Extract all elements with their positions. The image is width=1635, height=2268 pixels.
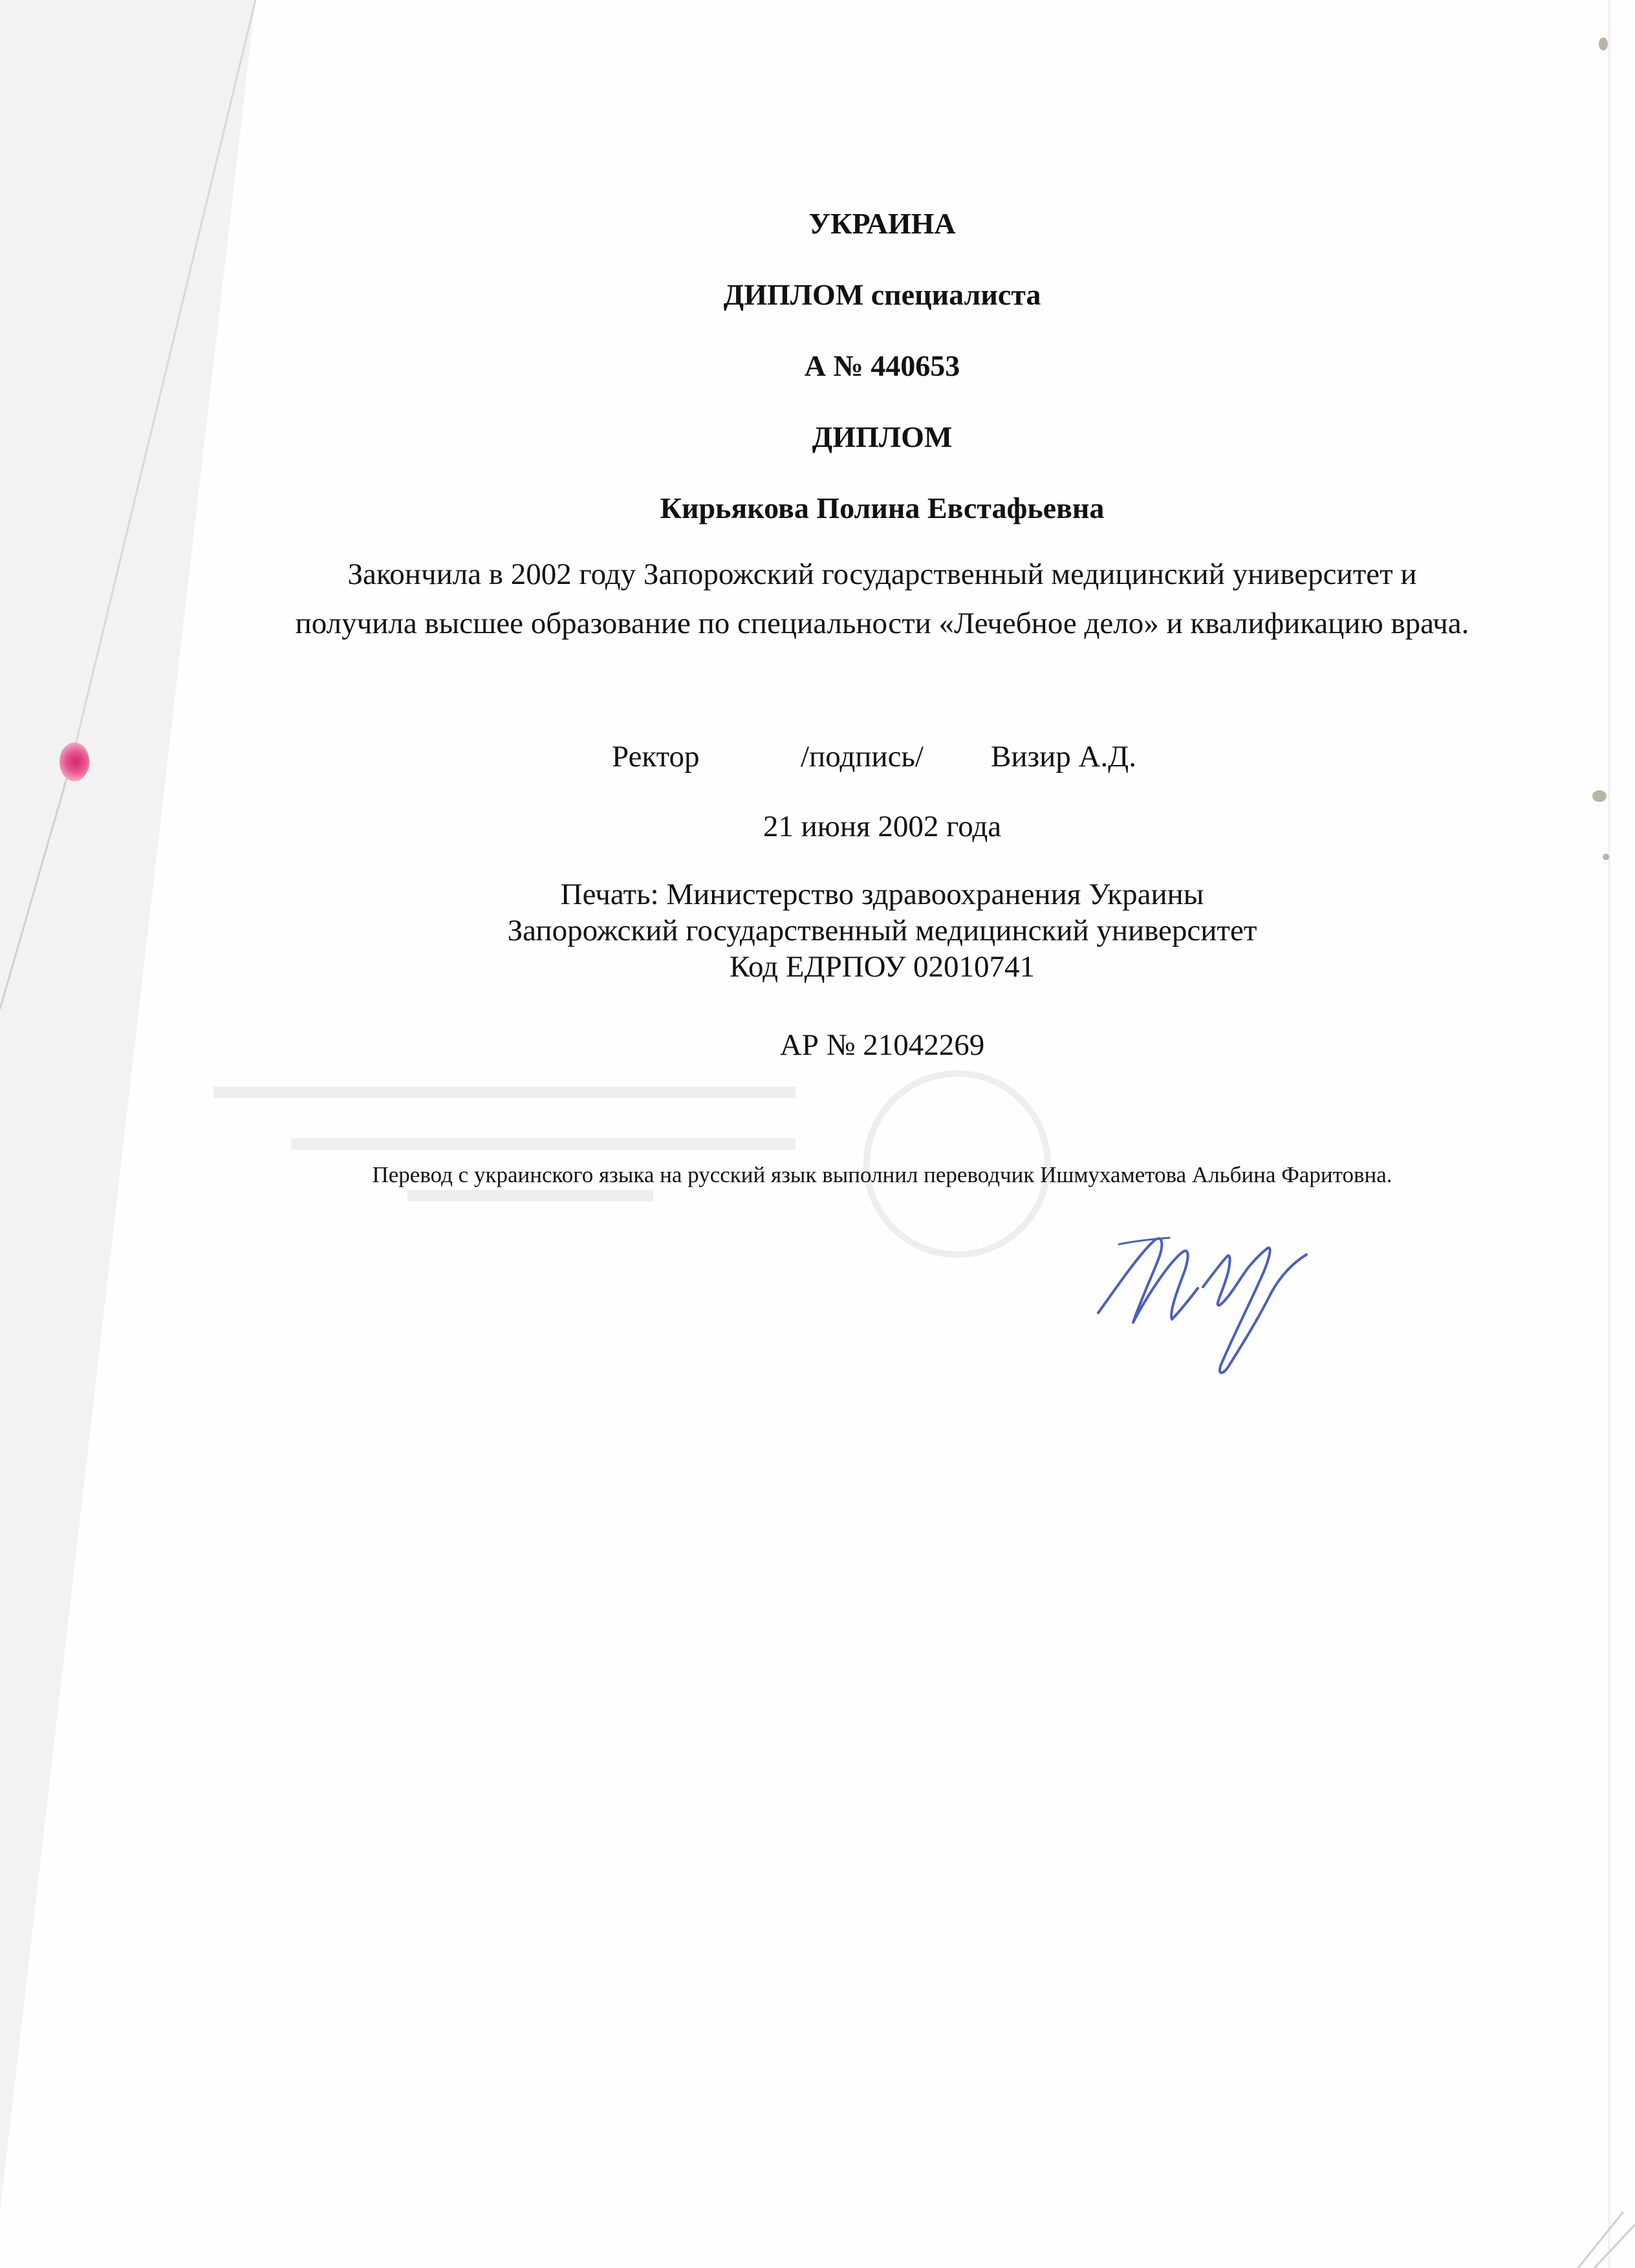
seal-line-3: Код ЕДРПОУ 02010741 bbox=[730, 950, 1035, 984]
appendix-number: АР № 21042269 bbox=[779, 1028, 985, 1062]
signatory-name: Визир А.Д. bbox=[991, 740, 1136, 773]
signatory-row bbox=[226, 739, 1538, 777]
signatory-title: Ректор bbox=[612, 740, 700, 773]
signature-placeholder: /подпись/ bbox=[801, 740, 924, 773]
body-text-line-2: получила высшее образование по специальности «Лечебное дело» и квалификацию врача. bbox=[295, 607, 1469, 640]
seal-line-2: Запорожский государственный медицинский университет bbox=[507, 914, 1257, 947]
holder-name: Кирьякова Полина Евстафьевна bbox=[660, 491, 1105, 524]
issue-date: 21 июня 2002 года bbox=[763, 810, 1002, 843]
diploma-type-heading: ДИПЛОМ специалиста bbox=[723, 278, 1041, 311]
diploma-heading: ДИПЛОМ bbox=[812, 420, 953, 453]
scan-speck bbox=[1592, 790, 1607, 802]
translator-note: Перевод с украинского языка на русский язык выполнил переводчик Ишмухаметова Альбина Фаритовна. bbox=[372, 1162, 1392, 1187]
seal-line-1: Печать: Министерство здравоохранения Украины bbox=[560, 878, 1204, 911]
translator-signature bbox=[1093, 1216, 1352, 1384]
hole-punch-mark bbox=[60, 742, 89, 781]
diploma-number: А № 440653 bbox=[804, 349, 960, 382]
country-heading: УКРАИНА bbox=[808, 207, 956, 240]
body-text-line-1: Закончила в 2002 году Запорожский государственный медицинский университет и bbox=[347, 557, 1417, 591]
scan-speck bbox=[1603, 854, 1609, 860]
scan-speck bbox=[1599, 38, 1608, 50]
